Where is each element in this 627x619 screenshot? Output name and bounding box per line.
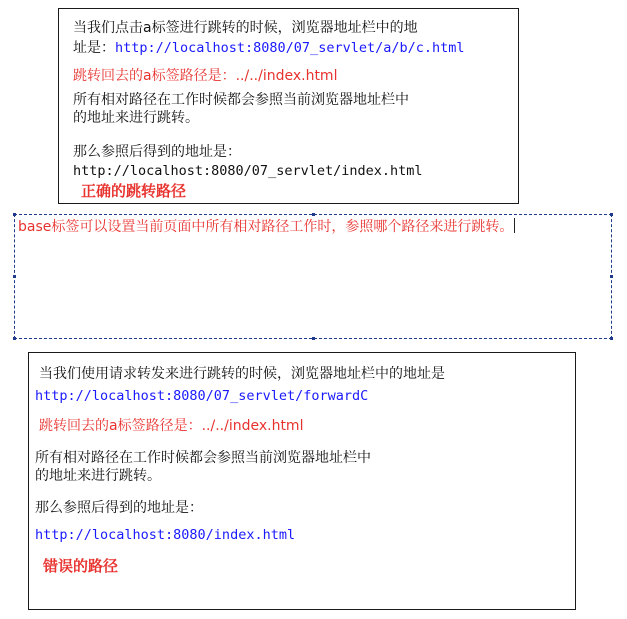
box1-link-path: 跳转回去的a标签路径是：../../index.html: [73, 68, 338, 84]
box3-line-5: 的地址来进行跳转。: [35, 468, 161, 484]
resize-handle-middle-left[interactable]: [13, 275, 16, 278]
resize-handle-top-center[interactable]: [312, 213, 315, 216]
box1-conclusion: 正确的跳转路径: [81, 182, 187, 200]
box1-line-4: 所有相对路径在工作时候都会参照当前浏览器地址栏中: [73, 92, 409, 108]
resize-handle-bottom-left[interactable]: [13, 337, 16, 340]
resize-handle-top-right[interactable]: [610, 213, 613, 216]
box1-line-5: 的地址来进行跳转。: [73, 110, 199, 126]
resize-handle-bottom-center[interactable]: [312, 337, 315, 340]
box3-conclusion: 错误的路径: [43, 557, 119, 575]
box1-current-url: http://localhost:8080/07_servlet/a/b/c.html: [115, 40, 465, 56]
box1-line-2: [73, 39, 465, 57]
resize-handle-middle-right[interactable]: [610, 275, 613, 278]
base-tag-note[interactable]: [18, 218, 608, 236]
box3-link-path: 跳转回去的a标签路径是：../../index.html: [39, 418, 304, 434]
box1-line-1: 当我们点击a标签进行跳转的时候，浏览器地址栏中的地: [73, 20, 418, 36]
box3-line-4: 所有相对路径在工作时候都会参照当前浏览器地址栏中: [35, 450, 371, 466]
box3-line-1: 当我们使用请求转发来进行跳转的时候，浏览器地址栏中的地址是: [39, 366, 445, 382]
box1-resolved-url: http://localhost:8080/07_servlet/index.html: [73, 163, 423, 179]
box3-current-url: http://localhost:8080/07_servlet/forwardC: [35, 388, 369, 404]
correct-path-box: [58, 8, 519, 204]
box1-line-6: 那么参照后得到的地址是：: [73, 144, 241, 160]
resize-handle-top-left[interactable]: [13, 213, 16, 216]
base-tag-note-text: base标签可以设置当前页面中所有相对路径工作时，参照哪个路径来进行跳转。: [18, 219, 514, 235]
wrong-path-box: [28, 352, 576, 610]
text-caret: [514, 218, 515, 233]
box3-line-6: 那么参照后得到的地址是：: [35, 500, 203, 516]
box1-line-2-prefix: 址是：: [73, 40, 115, 56]
base-tag-note-box[interactable]: [14, 214, 612, 339]
resize-handle-bottom-right[interactable]: [610, 337, 613, 340]
box3-resolved-url: http://localhost:8080/index.html: [35, 527, 296, 543]
